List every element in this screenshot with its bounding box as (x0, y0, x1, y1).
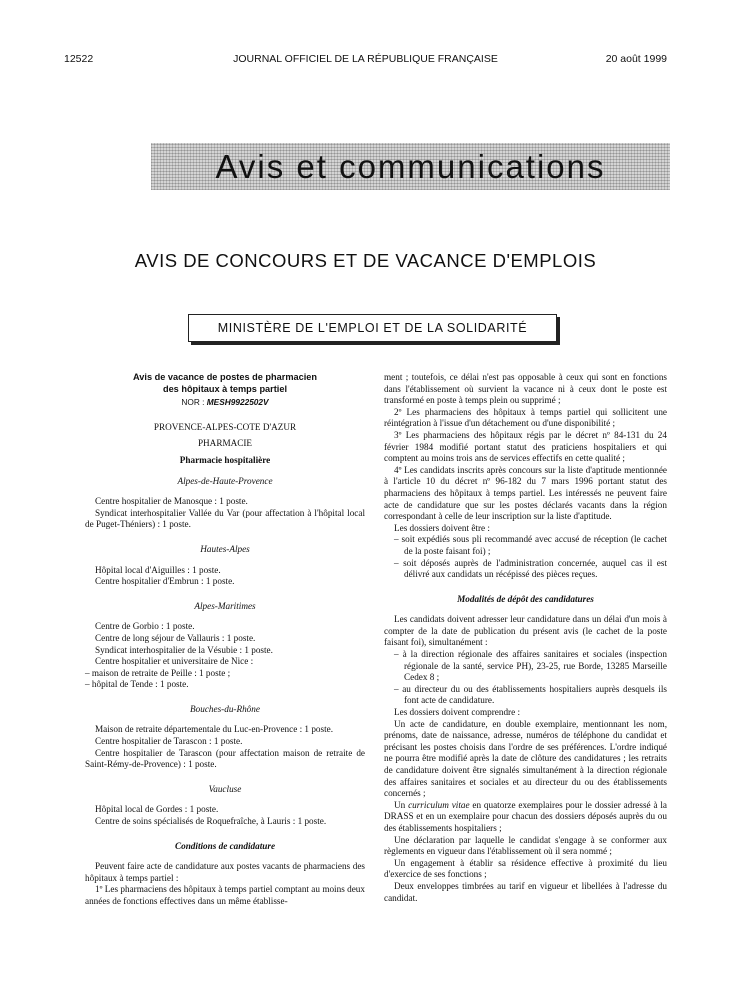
paragraph: 1º Les pharmaciens des hôpitaux à temps partiel comptant au moins deux années de fonctions effectives dans un même établisse- (85, 884, 365, 906)
region-heading: PROVENCE-ALPES-COTE D'AZUR (153, 421, 297, 432)
paragraph: 3º Les pharmaciens des hôpitaux régis par le décret nº 84-131 du 24 février 1984 modifié portant statut des praticiens hospitaliers et qui comptent au moins trois ans de services effectifs en cette qualité ; (384, 429, 667, 464)
section-title: AVIS DE CONCOURS ET DE VACANCE D'EMPLOIS (134, 250, 597, 271)
list-item: – soit déposés auprès de l'administration concernée, auquel cas il est délivré aux candidats un récépissé des pièces reçues. (394, 557, 667, 580)
notice-title-line2: des hôpitaux à temps partiel (162, 383, 288, 394)
department-heading: Alpes-de-Haute-Provence (177, 475, 273, 486)
paragraph: 4º Les candidats inscrits après concours sur la liste d'aptitude mentionnée à l'article 10 du décret nº 96-182 du 7 mars 1996 portant statut des pharmaciens des hôpitaux à temps partiel. Les intéressés ne peuvent faire acte de candidature que sur les postes déclarés vacants dans la région correspondant à celle de leur inscription sur la liste d'aptitude. (384, 464, 667, 522)
post-entry: Syndicat interhospitalier de la Vésubie : 1 poste. (95, 644, 273, 655)
post-entry: Syndicat interhospitalier Vallée du Var (pour affectation à l'hôpital local de Puget-Théniers) : 1 poste. (85, 507, 365, 530)
post-entry: Hôpital local de Gordes : 1 poste. (95, 804, 219, 815)
post-entry: Centre de soins spécialisés de Roquefraîche, à Lauris : 1 poste. (95, 816, 327, 827)
text-run-italic: curriculum vitae (408, 799, 470, 810)
nor-label: NOR : (181, 397, 207, 408)
department-heading: Alpes-Maritimes (194, 600, 256, 611)
pharmacie-hospitaliere-heading: Pharmacie hospitalière (179, 454, 271, 465)
right-column (384, 372, 667, 904)
paragraph: 2º Les pharmaciens des hôpitaux à temps partiel qui sollicitent une réintégration à l'issue d'un détachement ou d'une disponibilité ; (384, 406, 667, 429)
ministry-name: MINISTÈRE DE L'EMPLOI ET DE LA SOLIDARITÉ (217, 321, 528, 335)
nor-value: MESH9922502V (206, 397, 269, 408)
post-entry: Centre hospitalier de Tarascon : 1 poste. (95, 736, 243, 747)
conditions-heading: Conditions de candidature (174, 840, 276, 851)
modalites-heading: Modalités de dépôt des candidatures (457, 593, 594, 604)
issue-date: 20 août 1999 (605, 53, 667, 65)
department-heading: Vaucluse (208, 783, 242, 794)
post-entry: – hôpital de Tende : 1 poste. (85, 679, 189, 690)
paragraph: Une déclaration par laquelle le candidat s'engage à se conformer aux règlements en vigueur dans l'établissement où il sera nommé ; (384, 834, 667, 857)
post-entry: Centre hospitalier de Tarascon (pour affectation maison de retraite de Saint-Rémy-de-Provence) : 1 poste. (85, 747, 365, 770)
list-item: – à la direction régionale des affaires sanitaires et sociales (inspection régionale de la santé, service PH), 23-25, rue Borde, 13285 Marseille Cedex 8 ; (394, 649, 667, 683)
post-entry: Centre hospitalier de Manosque : 1 poste. (95, 496, 248, 507)
post-entry: – maison de retraite de Peille : 1 poste ; (85, 667, 231, 678)
nor-reference (85, 397, 365, 409)
left-column (85, 372, 365, 908)
department-heading: Hautes-Alpes (200, 543, 250, 554)
paragraph: Les candidats doivent adresser leur candidature dans un délai d'un mois à compter de la date de publication du présent avis (le cachet de la poste faisant foi), simultanément : (384, 614, 667, 648)
notice-title-line1: Avis de vacance de postes de pharmacien (132, 372, 317, 382)
page-number: 12522 (64, 53, 94, 65)
post-entry: Centre hospitalier d'Embrun : 1 poste. (95, 576, 235, 587)
paragraph: Un engagement à établir sa résidence effective à proximité du lieu d'exercice de ses fonctions ; (384, 857, 667, 880)
text-run: en quatorze exemplaires pour le dossier adressé à la DRASS et en un exemplaire pour chacun des dossiers déposés auprès du ou des établissements hospitaliers ; (384, 799, 667, 833)
banner-title: Avis et communications (215, 148, 606, 185)
post-entry: Centre hospitalier et universitaire de Nice : (95, 656, 254, 667)
paragraph (384, 800, 667, 835)
paragraph: Les dossiers doivent comprendre : (394, 707, 521, 718)
ministry-box (188, 314, 557, 342)
paragraph: Deux enveloppes timbrées au tarif en vigueur et libellées à l'adresse du candidat. (384, 880, 667, 903)
pharmacie-heading: PHARMACIE (197, 438, 253, 449)
paragraph: Peuvent faire acte de candidature aux postes vacants de pharmaciens des hôpitaux à temps partiel : (85, 861, 365, 883)
list-item: – au directeur du ou des établissements hospitaliers auprès desquels ils font acte de candidature. (394, 683, 667, 706)
list-item: – soit expédiés sous pli recommandé avec accusé de réception (le cachet de la poste faisant foi) ; (394, 534, 667, 556)
journal-title: JOURNAL OFFICIEL DE LA RÉPUBLIQUE FRANÇAISE (233, 53, 498, 65)
paragraph: Un acte de candidature, en double exemplaire, mentionnant les nom, prénoms, date de naissance, adresse, numéros de téléphone du candidat et précisant les postes choisis dans l'ordre de ses préférences. L'ordre indiqué ne pourra être modifié après la date de clôture des candidatures ; les retraits de candidature doivent être signalés simultanément à la direction régionale des affaires sanitaires et sociales et au directeur du ou des établissements concernés ; (384, 718, 667, 799)
post-entry: Maison de retraite départementale du Luc-en-Provence : 1 poste. (95, 724, 334, 735)
paragraph: Les dossiers doivent être : (394, 522, 490, 533)
department-heading: Bouches-du-Rhône (190, 703, 260, 714)
text-run: Un (394, 799, 409, 810)
post-entry: Centre de long séjour de Vallauris : 1 poste. (95, 632, 256, 643)
post-entry: Centre de Gorbio : 1 poste. (95, 621, 195, 632)
banner (151, 143, 670, 190)
paragraph: ment ; toutefois, ce délai n'est pas opposable à ceux qui sont en fonctions dans l'établissement où survient la vacance ni à ceux dont le poste est transformé en poste à temps plein ou supprimé ; (384, 372, 667, 406)
post-entry: Hôpital local d'Aiguilles : 1 poste. (95, 564, 221, 575)
